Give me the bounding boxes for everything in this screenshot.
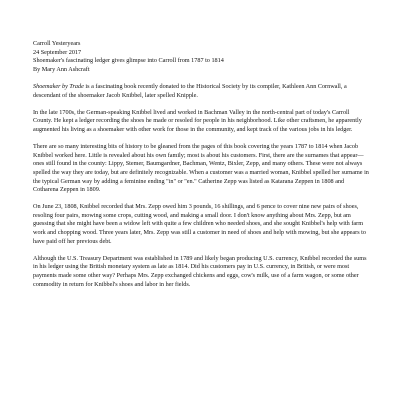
paragraph-4: On June 23, 1808, Knibbel recorded that Mrs. Zepp owed him 3 pounds, 16 shillings, and 6 pence to cover nine new pairs of shoes, resoling four pairs, mowing some crops, cutting wood, and making a small door. I don't know anything about Mrs. Zepp, but am guessing that she might have been a widow left with quite a few children who needed shoes, and she sought Knibbel's help with farm work and chopping wood. Three years later, Mrs. Zepp was still a customer in need of shoes and help with mowing, but she appears to have paid off her previous debt. [33,203,366,245]
byline: By Mary Ann Ashcraft [33,65,90,73]
paragraph-3: There are so many interesting bits of history to be gleaned from the pages of this book covering the years 1787 to 1814 when Jacob Knibbel worked here. Little is revealed about his own family; most is about his customers. First, there are the surnames that appear—ones still found in the county: Lippy, Stemer, Baumgardner, Bachman, Wentz, Bixler, Zepp, and many others. These were not always spelled the way they are today, but are definitely recognizable. When a customer was a married woman, Knibbel spelled her surname in the typical German way by adding a feminine ending "in" or "en." Catherine Zepp was listed as Katarana Zeppen in 1808 and Cotharena Zeppen in 1809. [33,143,369,194]
article-header [33,40,369,74]
book-title: Shoemaker by Trade [33,82,84,90]
paragraph-5: Although the U.S. Treasury Department was established in 1789 and likely began producing U.S. currency, Knibbel recorded the sums in his ledger using the British monetary system as late as 1814. Did his customers pay in U.S. currency, in British, or were most payments made some other way? Perhaps Mrs. Zepp exchanged chickens and eggs, cow's milk, use of a farm wagon, or some other commodity in return for Knibbel's shoes and labor in her fields. [33,254,367,288]
column-name: Carroll Yesteryears [33,40,81,47]
paragraph-1 [33,83,369,100]
paragraph-1-text: is a fascinating book recently donated to the Historical Society by its compiler, Kathleen Ann Cornwall, a descendant of the shoemaker Jacob Knibbel, later spelled Knipple. [33,82,347,99]
paragraph-2: In the late 1700s, the German-speaking Knibbel lived and worked in Bachman Valley in the north-central part of today's Carroll County. He kept a ledger recording the shoes he made or resoled for people in his neighborhood. Like other craftsmen, he apparently augmented his living as a shoemaker with other work for those in the community, and kept track of the various jobs in his ledger. [33,108,362,133]
article-title: Shoemaker's fascinating ledger gives glimpse into Carroll from 1787 to 1814 [33,57,224,65]
publication-date: 24 September 2017 [33,48,82,56]
article [33,40,369,298]
